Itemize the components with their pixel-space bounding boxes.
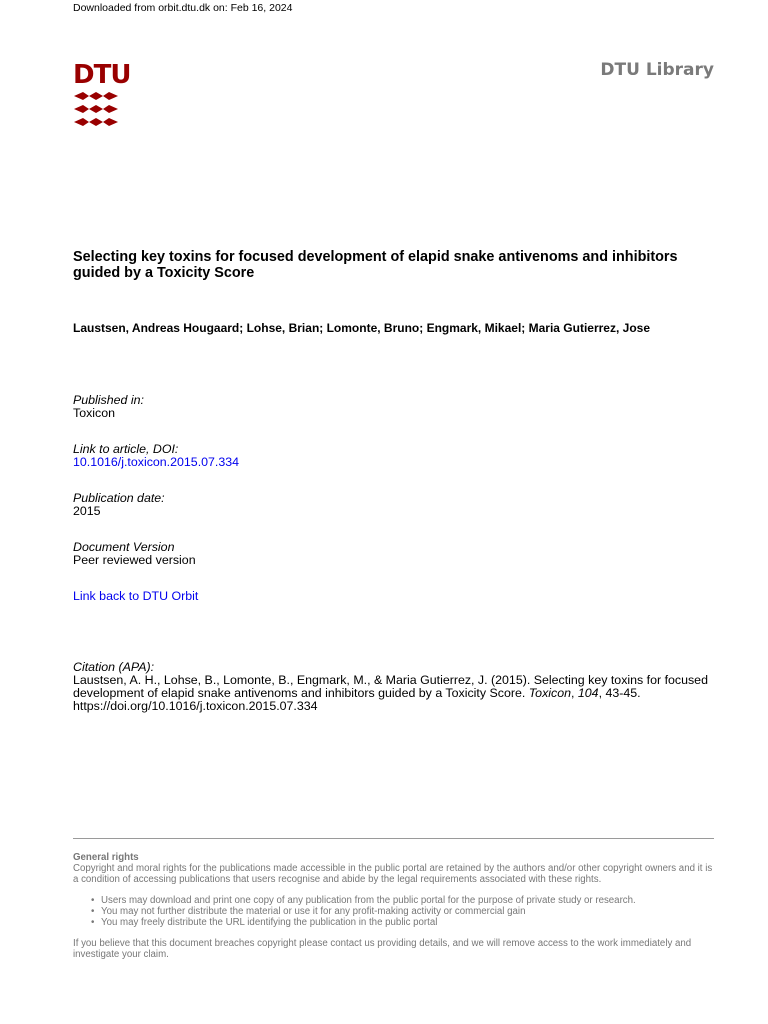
published-value: Toxicon <box>73 406 116 420</box>
list-item: • You may freely distribute the URL identifying the publication in the public portal <box>91 917 438 928</box>
document-version <box>73 541 713 567</box>
list-item: • You may not further distribute the material or use it for any profit-making activity or commercial gain <box>91 906 526 917</box>
list-item-text: Users may download and print one copy of any publication from the public portal for the purpose of private study or research. <box>101 895 636 906</box>
citation-pages: , 43-45. https://doi.org/10.1016/j.toxicon.2015.07.334 <box>73 686 641 713</box>
citation-sep: , <box>571 686 578 700</box>
rights-paragraph: Copyright and moral rights for the publications made accessible in the public portal are retained by the authors and/or other copyright owners and it is a condition of accessing publications that users recognise and abide by the legal requirements associated with these rights. <box>73 863 713 885</box>
download-note: Downloaded from orbit.dtu.dk on: Feb 16, 2024 <box>73 2 293 14</box>
doi-link[interactable]: 10.1016/j.toxicon.2015.07.334 <box>73 455 240 469</box>
orbit-link[interactable]: Link back to DTU Orbit <box>73 589 199 603</box>
list-item: • Users may download and print one copy of any publication from the public portal for the purpose of private study or research. <box>91 895 636 906</box>
published-label: Published in: <box>73 393 144 407</box>
publication-date <box>73 492 713 518</box>
rights-heading: General rights <box>73 852 139 863</box>
rights-closing: If you believe that this document breaches copyright please contact us providing details, and we will remove access to the work immediately and investigate your claim. <box>73 938 692 960</box>
published-in <box>73 394 713 420</box>
dtu-logo-text: DTU <box>73 60 131 90</box>
version-label: Document Version <box>73 540 175 554</box>
doi-block <box>73 443 713 469</box>
general-rights <box>73 852 714 960</box>
list-item-text: You may not further distribute the material or use it for any profit-making activity or commercial gain <box>101 906 526 917</box>
citation-label: Citation (APA): <box>73 660 155 674</box>
citation-volume: 104 <box>577 686 599 700</box>
dtu-logo <box>73 60 131 126</box>
dtu-logo-icon <box>73 92 119 126</box>
article-authors: Laustsen, Andreas Hougaard; Lohse, Brian; Lomonte, Bruno; Engmark, Mikael; Maria Gutierrez, Jose <box>73 321 651 335</box>
version-value: Peer reviewed version <box>73 553 196 567</box>
article-title: Selecting key toxins for focused development of elapid snake antivenoms and inhibitors guided by a Toxicity Score <box>73 249 678 281</box>
list-item-text: You may freely distribute the URL identifying the publication in the public portal <box>101 917 438 928</box>
doi-label: Link to article, DOI: <box>73 442 179 456</box>
citation-text <box>73 674 713 713</box>
dtu-library-label: DTU Library <box>600 60 714 80</box>
date-label: Publication date: <box>73 491 165 505</box>
divider <box>73 838 714 839</box>
date-value: 2015 <box>73 504 101 518</box>
citation-block <box>73 661 713 713</box>
citation-main: Laustsen, A. H., Lohse, B., Lomonte, B., Engmark, M., & Maria Gutierrez, J. (2015). Selecting key toxins for focused development of elapid snake antivenoms and inhibitors guided by a Toxicity Score. <box>73 673 708 700</box>
rights-list <box>73 895 714 928</box>
citation-journal: Toxicon <box>528 686 571 700</box>
